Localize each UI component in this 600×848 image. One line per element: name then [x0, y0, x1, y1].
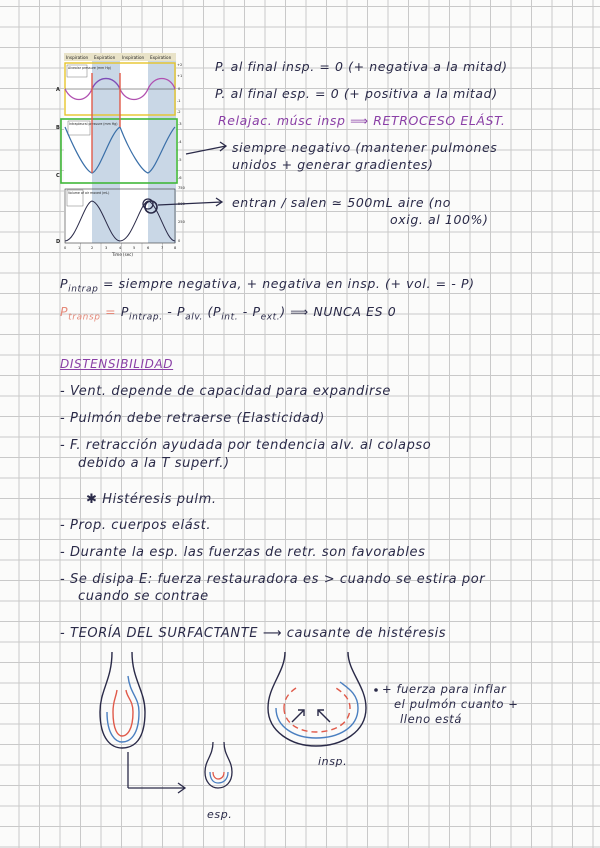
- letter-d: D: [56, 239, 61, 245]
- letter-a: A: [56, 87, 60, 93]
- respiratory-pressure-figure: [56, 53, 184, 258]
- bullet-6a: - Se disipa E: fuerza restauradora es > cuando se estira por: [60, 572, 486, 587]
- heading-distensibilidad: DISTENSIBILIDAD: [60, 357, 174, 371]
- svg-text:250: 250: [178, 220, 185, 224]
- svg-text:+1: +1: [177, 74, 183, 78]
- x-axis-label: Time (sec): [112, 252, 133, 257]
- bullet-7: - TEORÍA DEL SURFACTANTE ⟶ causante de histéresis: [60, 626, 447, 641]
- note-line-4a: siempre negativo (mantener pulmones: [232, 140, 498, 155]
- svg-text:-5: -5: [178, 158, 182, 162]
- alveolus-small-sketch: [205, 742, 232, 788]
- svg-text:7: 7: [161, 246, 164, 250]
- svg-text:0: 0: [64, 246, 67, 250]
- svg-text:+2: +2: [177, 63, 183, 67]
- bullet-2: - Pulmón debe retraerse (Elasticidad): [60, 411, 325, 426]
- svg-text:-1: -1: [177, 99, 181, 103]
- svg-text:8: 8: [174, 246, 177, 250]
- svg-text:3: 3: [105, 246, 108, 250]
- svg-text:1: 1: [78, 246, 81, 250]
- esp-label: esp.: [207, 808, 233, 821]
- expiration-band-2: [148, 53, 176, 243]
- bullet-4: - Prop. cuerpos elást.: [60, 518, 212, 533]
- svg-text:-6: -6: [178, 176, 182, 180]
- arrow-intrapleural: [186, 146, 226, 154]
- note-line-5a: entran / salen ≃ 500mL aire (no: [232, 195, 452, 210]
- bullet-6b: cuando se contrae: [78, 589, 209, 604]
- svg-text:2: 2: [91, 246, 94, 250]
- bullet-3a: - F. retracción ayudada por tendencia alv. al colapso: [60, 438, 432, 453]
- alveolus-left-sketch: [100, 652, 145, 748]
- bullet-1: - Vent. depende de capacidad para expandirse: [60, 384, 391, 399]
- phase-label-3: Inspiration: [122, 55, 145, 60]
- x-axis-ticks: [64, 246, 177, 250]
- pintrap-line: $P_{intrap}$ = siempre negativa, + negativa en insp. (+ vol. = - P): [60, 276, 475, 295]
- phase-label-4: Expiration: [150, 55, 172, 60]
- svg-text:-3: -3: [178, 122, 182, 126]
- side-note-b: el pulmón cuanto +: [394, 697, 519, 711]
- panel1-label: Alveolar pressure (mm Hg): [68, 66, 111, 70]
- svg-text:5: 5: [133, 246, 136, 250]
- expiration-band-1: [92, 53, 120, 243]
- side-note-c: lleno está: [400, 712, 463, 726]
- svg-text:-2: -2: [177, 110, 181, 114]
- ptransp-line: $P_{transp} = P_{intrap.} - P_{alv.}$ $(P_{int.} - P_{ext.})$ ⟹ NUNCA ES 0: [60, 304, 397, 323]
- panel3-label: Volume of air moved (mL): [68, 191, 110, 195]
- bullet-3b: debido a la T superf.): [78, 456, 230, 471]
- svg-text:-4: -4: [178, 140, 182, 144]
- side-note-a: + fuerza para inflar: [382, 682, 507, 696]
- bullet-5: - Durante la esp. las fuerzas de retr. son favorables: [60, 545, 426, 560]
- svg-text:4: 4: [119, 246, 122, 250]
- alveolus-large-sketch: [268, 652, 366, 746]
- letter-b: B: [56, 125, 60, 131]
- svg-text:0: 0: [178, 239, 181, 243]
- note-line-3: Relajac. músc insp ⟹ RETROCESO ELÁST.: [218, 113, 506, 128]
- phase-label-2: Expiration: [94, 55, 116, 60]
- insp-label: insp.: [318, 755, 348, 768]
- histeresis-heading: ✱ Histéresis pulm.: [86, 492, 217, 507]
- panel2-label: Intrapleural pressure (mm Hg): [69, 122, 118, 126]
- note-line-2: P. al final esp. = 0 (+ positiva a la mitad): [215, 86, 498, 101]
- svg-text:750: 750: [178, 186, 185, 190]
- note-line-4b: unidos + generar gradientes): [232, 157, 434, 172]
- phase-label-1: Inspiration: [66, 55, 89, 60]
- letter-c: C: [56, 173, 60, 179]
- note-line-1: P. al final insp. = 0 (+ negativa a la mitad): [215, 59, 508, 74]
- svg-text:0: 0: [178, 87, 181, 91]
- svg-text:6: 6: [147, 246, 150, 250]
- svg-text:500: 500: [178, 202, 185, 206]
- note-line-5b: oxig. al 100%): [390, 212, 489, 227]
